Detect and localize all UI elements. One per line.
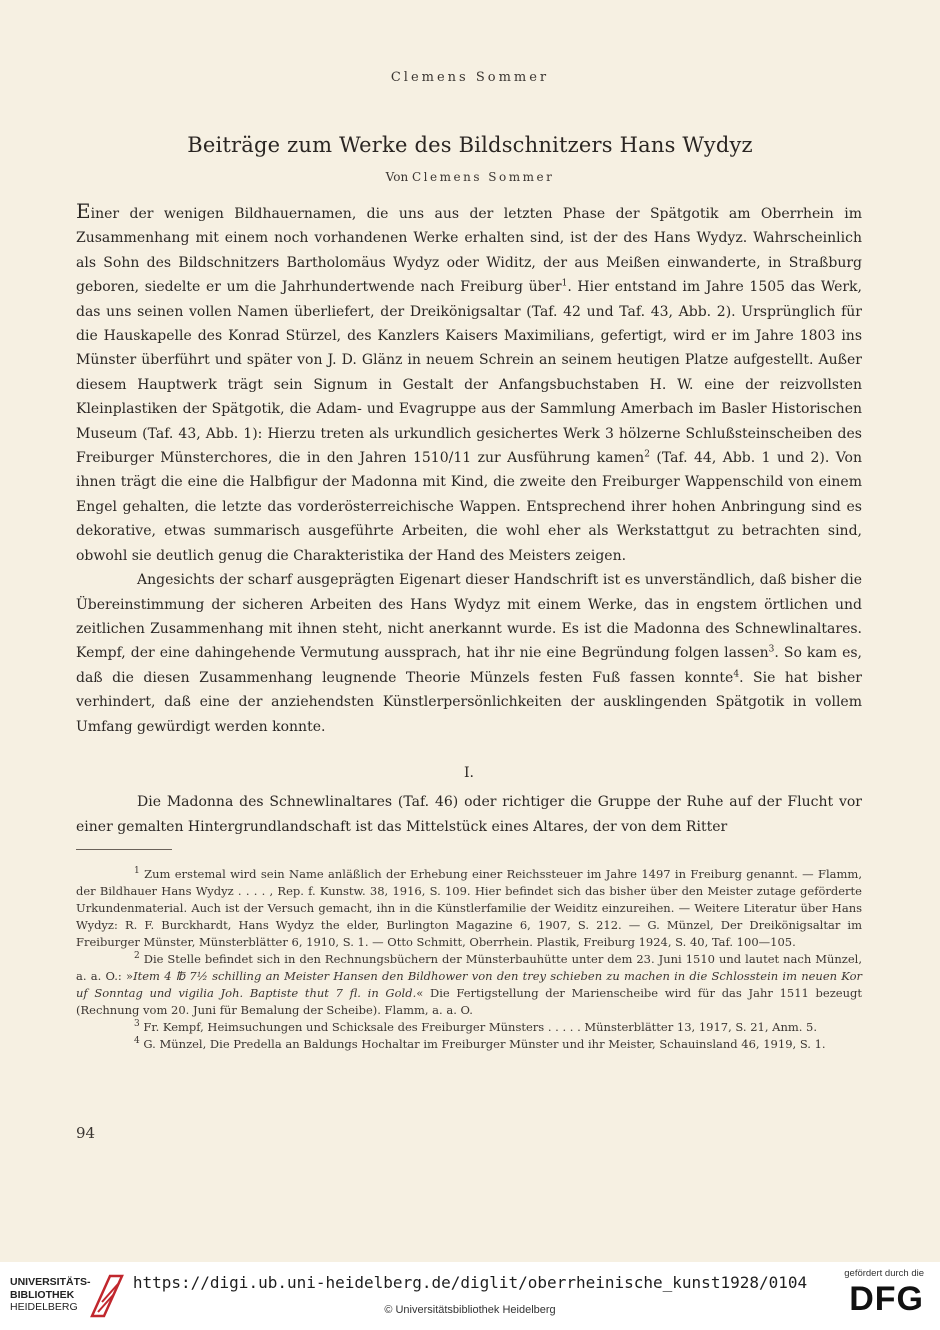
footnote-text: « Die Fertigstellung der Marienscheibe wird für das Jahr 1511 bezeugt (Rechnung vom 20. Juni für Bemalung der Scheibe). Flamm, a. a. O. bbox=[76, 986, 862, 1017]
footnote-text: Zum erstemal wird sein Name anläßlich der Erhebung einer Reichssteuer im Jahre 1497 in Freiburg genannt. — Flamm, der Bildhauer Hans Wydyz . . . . , Rep. f. Kunstw. 38, 1916, S. 109. Hier befindet sich das bisher über den Meister zutage geförderte Urkundenmaterial. Auch ist der Versuch gemacht, ihn in die Künstlerfamilie der Weiditz einzureihen. — Weitere Literatur über Hans Wydyz: R. F. Burckhardt, Hans Wydyz the elder, Burlington Magazine 6, 1907, S. 212. — G. Münzel, Der Dreikönigsaltar im Freiburger Münster, Münsterblätter 6, 1910, S. 1. — Otto Schmitt, Oberrhein. Plastik, Freiburg 1924, S. 40, Taf. 100—105. bbox=[76, 867, 862, 949]
byline bbox=[0, 170, 940, 184]
copyright-notice: © Universitätsbibliothek Heidelberg bbox=[384, 1304, 556, 1316]
footnote-number: 1 bbox=[134, 866, 140, 877]
footnote-quote: Item 4 ℔ 7½ schilling an Meister Hansen den Bildhower von den trey schieben zu machen in die Schlosstein im neuen Kor uf Sonntag und vigilia Joh. Baptiste thut 7 fl. in Gold. bbox=[76, 969, 862, 1000]
running-head: Clemens Sommer bbox=[390, 70, 550, 85]
footnote-number: 3 bbox=[134, 1019, 140, 1030]
footnote-ref: 1 bbox=[561, 278, 568, 289]
library-name-line: BIBLIOTHEK bbox=[10, 1288, 75, 1301]
footnote-text: Fr. Kempf, Heimsuchungen und Schicksale des Freiburger Münsters . . . . . Münsterblätter 13, 1917, S. 21, Anm. 5. bbox=[139, 1020, 818, 1034]
paragraph-text: . Sie hat bisher verhindert, daß eine der anziehendsten Künstlerpersönlichkeiten der ausklingenden Spätgotik in vollem Umfang gewürdigt werden konnte. bbox=[76, 669, 862, 735]
library-name-line: UNIVERSITÄTS- bbox=[10, 1276, 91, 1288]
author-name: Clemens Sommer bbox=[412, 170, 555, 184]
footnote-number: 4 bbox=[134, 1036, 140, 1047]
footnotes bbox=[76, 866, 862, 1053]
paragraph-text: . Hier entstand im Jahre 1505 das Werk, das uns seinen vollen Namen überliefert, der Dreikönigsaltar (Taf. 42 und Taf. 43, Abb. 2). Ursprünglich für die Hauskapelle des Konrad Stürzel, des Kanzlers Kaisers Maximilians, gefertigt, wird er im Jahre 1803 ins Münster überführt und später von J. D. Glänz in neuem Schrein an seinem heutigen Platze aufgestellt. Außer diesem Hauptwerk trägt sein Signum in Gestalt der Anfangsbuchstaben H. W. eine der reizvollsten Kleinplastiken der Spätgotik, die Adam- und Evagruppe aus der Sammlung Amerbach im Basler Historischen Museum (Taf. 43, Abb. 1): Hierzu treten als urkundlich gesichertes Werk 3 hölzerne Schlußsteinscheiben des Freiburger Münsterchores, die in den Jahren 1510/11 zur Ausführung kamen bbox=[76, 279, 862, 467]
page-number: 94 bbox=[76, 1124, 96, 1142]
paragraph-text: . So kam es, daß die diesen Zusammenhang leugnende Theorie Münzels festen Fuß fassen konnte bbox=[76, 645, 862, 686]
funding-label: gefördert durch die bbox=[844, 1268, 924, 1279]
paragraph-text: (Taf. 44, Abb. 1 und 2). Von ihnen trägt die eine die Halbfigur der Madonna mit Kind, die zweite den Freiburger Wappenschild von einem Engel gehalten, die letzte das vorderösterreichische Wappen. Entsprechend ihrer hohen Anbringung sind es dekorative, etwas summarisch ausgeführte Arbeiten, die wohl eher als Werkstattgut zu betrachten sind, obwohl sie deutlich genug die Charakteristika der Hand des Meisters zeigen. bbox=[76, 450, 862, 564]
footnote-text: G. Münzel, Die Predella an Baldungs Hochaltar im Freiburger Münster und ihr Meister, Schauinsland 46, 1919, S. 1. bbox=[139, 1037, 826, 1051]
footnote-ref: 2 bbox=[644, 449, 650, 460]
paragraph: Die Madonna des Schnewlinaltares (Taf. 46) oder richtiger die Gruppe der Ruhe auf der Flucht vor einer gemalten Hintergrundlandschaft ist das Mittelstück eines Altares, der von dem Ritter bbox=[76, 794, 862, 835]
article-body bbox=[76, 199, 862, 839]
paragraph bbox=[76, 568, 862, 739]
permalink-url[interactable]: https://digi.ub.uni-heidelberg.de/diglit/oberrheinische_kunst1928/0104 bbox=[132, 1273, 808, 1292]
paragraph-text: Angesichts der scharf ausgeprägten Eigenart dieser Handschrift ist es unverständlich, daß bisher die Übereinstimmung der sicheren Arbeiten des Hans Wydyz mit einem Werke, das in engstem örtlichen und zeitlichen Zusammenhang mit ihnen steht, nicht anerkannt wurde. Es ist die Madonna des Schnewlinaltares. Kempf, der eine dahingehende Vermutung aussprach, hat ihr nie eine Begründung folgen lassen bbox=[76, 572, 862, 662]
footnote-divider bbox=[76, 849, 172, 850]
library-name-line: HEIDELBERG bbox=[10, 1301, 78, 1313]
viewer-footer bbox=[0, 1262, 940, 1330]
footnote-ref: 4 bbox=[733, 669, 740, 680]
dfg-wordmark: DFG bbox=[849, 1280, 924, 1318]
paragraph-text: iner der wenigen Bildhauernamen, die uns aus der letzten Phase der Spätgotik am Oberrhein im Zusammenhang mit einem noch vorhandenen Werke erhalten sind, ist der des Hans Wydyz. Wahrscheinlich als Sohn des Bildschnitzers Bartholomäus Wydyz oder Widitz, der aus Meißen einwanderte, in Straßburg geboren, siedelte er um die Jahrhundertwende nach Freiburg über bbox=[76, 206, 862, 296]
footnote bbox=[76, 866, 862, 951]
footnote bbox=[76, 1036, 862, 1053]
footnote bbox=[76, 951, 862, 1019]
article-title: Beiträge zum Werke des Bildschnitzers Hans Wydyz bbox=[187, 133, 753, 157]
footnote-number: 2 bbox=[134, 951, 140, 962]
footnote bbox=[76, 1019, 862, 1036]
section-number: I. bbox=[464, 764, 474, 781]
dfg-logo[interactable] bbox=[824, 1268, 924, 1319]
byline-prefix: Von bbox=[385, 170, 412, 184]
footnote-ref: 3 bbox=[768, 644, 775, 655]
drop-cap: E bbox=[76, 199, 91, 223]
footnote-text: Die Stelle befindet sich in den Rechnungsbüchern der Münsterbauhütte unter dem 23. Juni 1510 und lautet nach Münzel, a. a. O.: » bbox=[76, 952, 862, 983]
paragraph bbox=[76, 199, 862, 568]
